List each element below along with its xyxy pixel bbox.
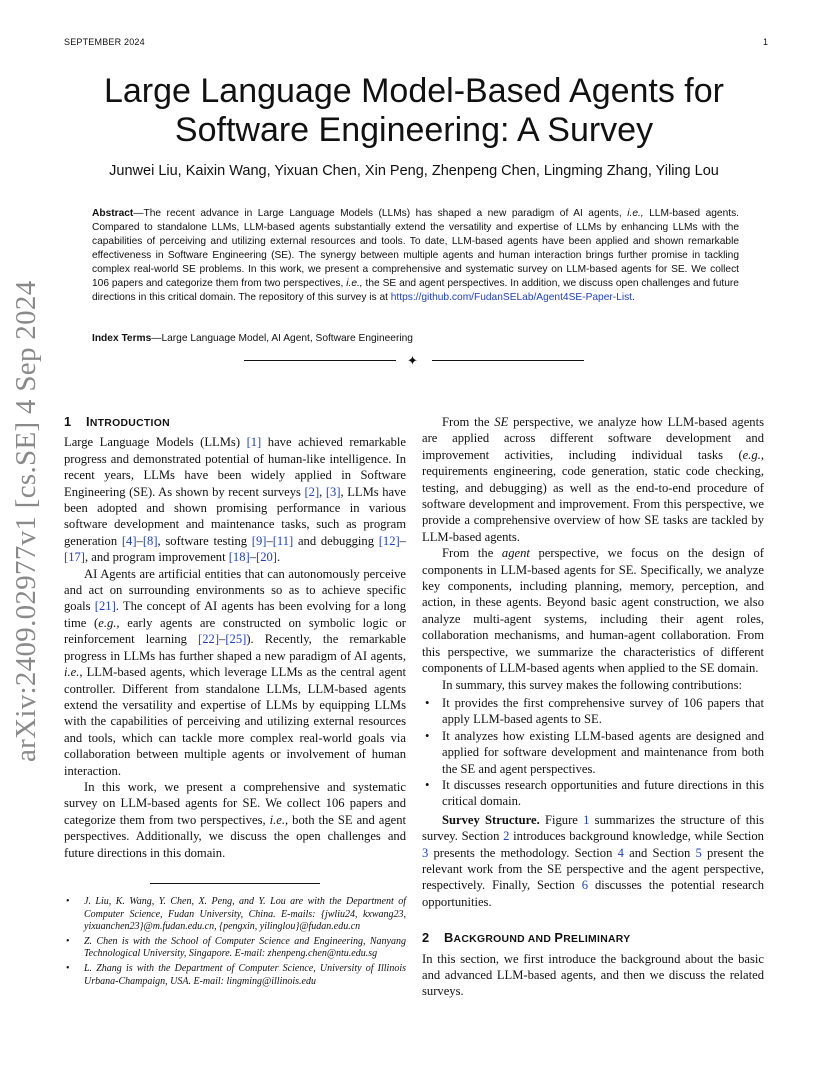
- text: Figure: [539, 812, 584, 827]
- section-number: 2: [422, 930, 430, 946]
- text: ). Recently, the remarkable progress in LLMs has further shaped a new paradigm of AI agents,: [64, 632, 406, 663]
- text: have achieved remarkable progress and demonstrated potential of human-like intelligence. In recent years, LLMs have been widely applied in Software Engineering (SE). As shown by recent surveys: [64, 435, 406, 499]
- text: , software testing: [157, 533, 252, 548]
- text: –: [136, 533, 143, 548]
- paragraph: [64, 779, 406, 861]
- text: Large Language Models (LLMs): [64, 435, 247, 450]
- index-terms-label: Index Terms: [92, 333, 152, 344]
- text: , LLMs have been adopted and shown promising performance in various software development and maintenance tasks, such as program generation: [64, 484, 407, 548]
- section-number: 1: [64, 414, 72, 429]
- text: . The concept of AI agents has been evolving for a long time (: [64, 599, 406, 630]
- abstract-end: .: [632, 292, 635, 303]
- abstract: [92, 207, 739, 305]
- citation-link[interactable]: [12]: [378, 533, 400, 548]
- text: perspective, we analyze how LLM-based agents are applied across different software development and improvement activities, including individual tasks (: [422, 415, 764, 462]
- heading-cap: P: [554, 930, 564, 946]
- run-in-heading: Survey Structure.: [442, 812, 540, 827]
- emphasis: agent: [501, 546, 530, 561]
- text: early agents are constructed on symbolic logic or reinforcement learning: [64, 615, 406, 647]
- citation-link[interactable]: [25]: [225, 632, 247, 647]
- citation-link[interactable]: [3]: [325, 484, 341, 499]
- text: –: [266, 533, 273, 548]
- emphasis: e.g.,: [742, 447, 764, 462]
- footnote-item: • L. Zhang is with the Department of Computer Science, University of Illinois Urbana-Champaign, USA. E-mail: lingming@illinois.edu: [64, 963, 406, 988]
- citation-link[interactable]: [1]: [246, 435, 262, 450]
- text: AI Agents are artificial entities that can autonomously perceive and act on surrounding environments so as to achieve specific goals: [64, 566, 406, 614]
- section-heading-introduction: [64, 414, 406, 432]
- text: –: [249, 550, 257, 565]
- text: and Section: [623, 845, 696, 860]
- citation-link[interactable]: [11]: [272, 533, 294, 548]
- citation-link[interactable]: [8]: [142, 533, 158, 548]
- text: both the SE and agent perspectives. Additionally, we discuss the open challenges and future directions in this domain.: [64, 812, 407, 860]
- divider-star-icon: ✦: [407, 353, 418, 368]
- arxiv-side-stamp: arXiv:2409.02977v1 [cs.SE] 4 Sep 2024: [10, 280, 42, 762]
- emphasis: e.g.,: [98, 615, 120, 630]
- text: requirements engineering, code generation, static code checking, testing, and debugging) as well as the end-to-end procedure of software development and improvement. From this perspective, we provide a comprehensive overview of how SE tasks are tackled by LLM-based agents.: [422, 464, 764, 544]
- page-number: 1: [762, 37, 768, 47]
- section-ref-link[interactable]: 6: [581, 878, 589, 893]
- emphasis: i.e.,: [269, 812, 289, 827]
- text: From the: [442, 546, 502, 561]
- abstract-text: —The recent advance in Large Language Models (LLMs) has shaped a new paradigm of AI agents,: [133, 208, 628, 219]
- paragraph: [422, 545, 764, 676]
- footnote-item: • J. Liu, K. Wang, Y. Chen, X. Peng, and Y. Lou are with the Department of Computer Science, Fudan University, China. E-mails: {jwliu24, kxwang23, yixuanchen23}@m.fudan.edu.cn, {pengxin, yilinglou}@fudan.edu.cn: [64, 896, 406, 934]
- contribution-list: [422, 695, 764, 810]
- text: presents the methodology. Section: [428, 845, 618, 860]
- text: and debugging: [293, 533, 379, 548]
- emphasis: SE: [494, 415, 509, 429]
- heading-smallcaps: ACKGROUND AND: [453, 934, 555, 946]
- text: –: [399, 533, 407, 548]
- citation-link[interactable]: [20]: [256, 550, 277, 565]
- affiliation-footnotes: [64, 896, 406, 988]
- citation-link[interactable]: [21]: [94, 599, 116, 614]
- paragraph: [422, 414, 764, 545]
- left-column: [64, 414, 406, 990]
- text: –: [219, 632, 226, 647]
- text: From the: [442, 415, 495, 429]
- citation-link[interactable]: [4]: [121, 533, 137, 548]
- text: present the relevant work from the SE perspective and the agent perspective, respectively. Finally, Section: [422, 845, 764, 893]
- list-item: • It provides the first comprehensive survey of 106 papers that apply LLM-based agents to SE.: [422, 695, 764, 728]
- author-list: Junwei Liu, Kaixin Wang, Yixuan Chen, Xin Peng, Zhenpeng Chen, Lingming Zhang, Yiling Lou: [109, 163, 719, 179]
- index-terms-text: —Large Language Model, AI Agent, Software Engineering: [151, 333, 413, 344]
- section-ref-link[interactable]: 3: [422, 845, 429, 860]
- emphasis: i.e.,: [64, 665, 83, 680]
- heading-cap: I: [86, 414, 90, 429]
- abstract-text: LLM-based agents. Compared to standalone LLMs, LLM-based agents substantially extend the versatility and expertise of LLMs by enhancing LLMs with the capabilities of perceiving and utilizing external resources and tools. To date, LLM-based agents have been applied and shown remarkable effectiveness in Software Engineering (SE). The synergy between multiple agents and human interaction brings further promise in tackling complex real-world SE problems. In this work, we present a comprehensive and systematic survey on LLM-based agents for SE. We collect 106 papers and categorize them from two perspectives,: [92, 208, 740, 289]
- text: discusses the potential research opportunities.: [422, 878, 764, 909]
- text: introduces background knowledge, while Section: [509, 829, 764, 844]
- citation-link[interactable]: [22]: [198, 632, 220, 647]
- list-item: • It discusses research opportunities and future directions in this critical domain.: [422, 777, 764, 810]
- heading-cap: B: [444, 930, 454, 946]
- text: LLM-based agents, which leverage LLMs as the central agent controller. Different from standalone LLMs, LLM-based agents extend the versatility and expertise of LLMs by equipping LLMs with the capabilities of perceiving and utilizing external resources and tools, which can tackle more complex real-world goals via collaboration between multiple agents or involvement of human interaction.: [64, 665, 406, 778]
- citation-link[interactable]: [17]: [64, 550, 85, 565]
- running-header-date: SEPTEMBER 2024: [64, 37, 145, 47]
- citation-link[interactable]: [18]: [228, 550, 250, 565]
- heading-smallcaps: RELIMINARY: [563, 934, 631, 946]
- list-item: • It analyzes how existing LLM-based agents are designed and applied for software development and maintenance from both the SE and agent perspectives.: [422, 728, 764, 777]
- text: perspective, we focus on the design of components in LLM-based agents for SE. Specifically, we analyze key components, including planning, memory, perception, and action, in these agents. Beyond basic agent construction, we also analyze multi-agent systems, including their agent roles, collaboration mechanisms, and human-agent collaboration. From this perspective, we summarize the characteristics of different components of LLM-based agents when applied to the SE domain.: [422, 546, 764, 676]
- citation-link[interactable]: [2]: [304, 484, 320, 499]
- section-divider: [244, 353, 584, 369]
- right-column: [422, 414, 764, 1000]
- text: summarizes the structure of this survey. Section: [422, 812, 764, 844]
- paragraph: In this section, we first introduce the background about the basic and advanced LLM-based agents, and then we discuss the related surveys.: [422, 951, 764, 999]
- repository-link[interactable]: https://github.com/FudanSELab/Agent4SE-Paper-List: [390, 292, 633, 303]
- index-terms: [92, 333, 739, 344]
- divider-line-right: [432, 360, 584, 361]
- text: In this work, we present a comprehensive and systematic survey on LLM-based agents for SE. We collect 106 papers and categorize them from two perspectives,: [64, 779, 406, 827]
- paragraph: [422, 812, 764, 910]
- section-ref-link[interactable]: 2: [503, 829, 510, 844]
- section-ref-link[interactable]: 4: [617, 845, 624, 860]
- paper-title: Large Language Model-Based Agents for Software Engineering: A Survey: [103, 72, 724, 149]
- divider-line-left: [244, 360, 396, 361]
- footnote-item: • Z. Chen is with the School of Computer Science and Engineering, Nanyang Technological University, Singapore. E-mail: zhenpeng.chen@ntu.edu.sg: [64, 936, 406, 961]
- abstract-ie: i.e.,: [346, 278, 363, 289]
- paragraph: [64, 566, 406, 779]
- footnote-rule: [150, 883, 320, 884]
- section-ref-link[interactable]: 5: [695, 845, 702, 860]
- text: ,: [319, 484, 326, 499]
- citation-link[interactable]: [9]: [251, 533, 267, 548]
- section-heading-background: [422, 930, 764, 948]
- text: , and program improvement: [84, 550, 229, 565]
- text: .: [277, 550, 281, 565]
- heading-smallcaps: NTRODUCTION: [89, 418, 170, 429]
- abstract-label: Abstract: [92, 208, 134, 219]
- abstract-ie: i.e.,: [627, 208, 644, 219]
- paragraph: [64, 434, 406, 565]
- figure-ref-link[interactable]: 1: [583, 812, 590, 827]
- paragraph: In summary, this survey makes the following contributions:: [442, 677, 742, 692]
- abstract-text: the SE and agent perspectives. In addition, we discuss open challenges and future directions in this critical domain. The repository of this survey is at: [92, 278, 739, 303]
